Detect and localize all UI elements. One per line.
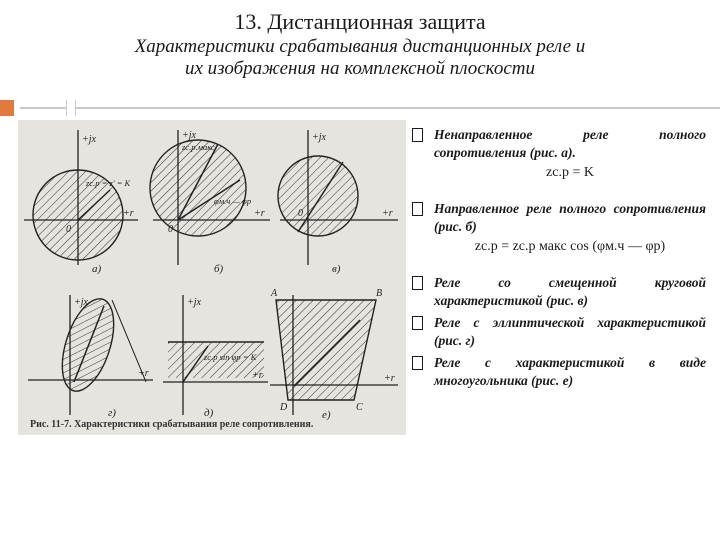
bullet-formula: zс.р = K xyxy=(546,165,594,180)
label-jx-d: +jx xyxy=(187,297,201,308)
panel-g xyxy=(28,293,153,419)
label-d-formula: zс.р sin φр = K xyxy=(204,352,257,362)
bullet-text: Реле с характеристикой в виде многоугольника (рис. е) xyxy=(434,355,706,388)
subtitle-line-1: Характеристики срабатывания дистанционных реле и xyxy=(134,36,586,57)
bullet-formula: zс.р = zс.р макс cos (φм.ч — φр) xyxy=(474,239,666,254)
figure-characteristics xyxy=(18,120,406,435)
label-b-max: zс.р.макс xyxy=(182,142,215,152)
bullet-item xyxy=(412,314,706,350)
divider-line xyxy=(20,107,720,109)
panel-label-g: г) xyxy=(108,407,116,419)
bullet-box-icon xyxy=(412,356,423,370)
divider-box xyxy=(66,100,76,116)
label-jx-a: +jx xyxy=(82,134,96,145)
panel-label-d: д) xyxy=(204,407,214,419)
label-r-b: +r xyxy=(254,208,265,219)
page-subtitle xyxy=(0,36,720,80)
subtitle-line-2: их изображения на комплексной плоскости xyxy=(185,58,535,79)
label-a-formula: zс.р = z' = K xyxy=(86,178,131,188)
label-r-a: +r xyxy=(123,208,134,219)
panel-v xyxy=(278,130,398,275)
circle-v xyxy=(278,156,358,236)
panel-d xyxy=(163,295,268,419)
label-origin-b: 0 xyxy=(168,224,173,235)
bullet-item xyxy=(412,354,706,390)
bullet-item xyxy=(412,126,706,182)
bullet-box-icon xyxy=(412,316,423,330)
panel-e xyxy=(270,288,398,421)
bullet-box-icon xyxy=(412,276,423,290)
panel-label-a: а) xyxy=(92,263,102,275)
bullet-item xyxy=(412,274,706,310)
label-e-c: C xyxy=(356,402,363,413)
label-jx-v: +jx xyxy=(312,132,326,143)
bullet-box-icon xyxy=(412,202,423,216)
spacer xyxy=(412,260,706,274)
label-origin-a: 0 xyxy=(66,224,71,235)
label-r-g: +r xyxy=(138,368,149,379)
label-e-b: B xyxy=(376,288,383,299)
title-block xyxy=(0,10,720,80)
label-e-a: A xyxy=(271,288,278,299)
label-r-v: +r xyxy=(382,208,393,219)
bullet-list xyxy=(412,126,706,394)
label-origin-v: 0 xyxy=(298,208,303,219)
panel-label-v: в) xyxy=(332,263,341,275)
panel-b xyxy=(150,130,270,275)
label-b-phi: φм.ч — φр xyxy=(214,196,252,206)
page-title: 13. Дистанционная защита xyxy=(234,9,486,34)
bullet-text: Реле со смещенной круговой характеристикой (рис. в) xyxy=(434,275,706,308)
accent-block xyxy=(0,100,14,116)
label-jx-b: +jx xyxy=(182,130,196,141)
bullet-text: Ненаправленное реле полного сопротивления (рис. а). xyxy=(434,127,706,160)
bullet-text: Реле с эллиптической характеристикой (рис. г) xyxy=(434,315,706,348)
panel-label-e: е) xyxy=(322,409,331,421)
label-r-d: +r xyxy=(252,370,263,381)
circle-b xyxy=(150,140,246,236)
figure-svg xyxy=(18,120,406,435)
spacer xyxy=(412,186,706,200)
panel-a xyxy=(24,130,138,275)
label-r-e: +r xyxy=(384,373,395,384)
bullet-text: Направленное реле полного сопротивления (рис. б) xyxy=(434,201,706,234)
bullet-item xyxy=(412,200,706,256)
label-e-d: D xyxy=(280,402,288,413)
bullet-box-icon xyxy=(412,128,423,142)
label-jx-g: +jx xyxy=(74,297,88,308)
figure-caption: Рис. 11-7. Характеристики срабатывания реле сопротивления. xyxy=(30,419,314,430)
panel-label-b: б) xyxy=(214,263,224,275)
